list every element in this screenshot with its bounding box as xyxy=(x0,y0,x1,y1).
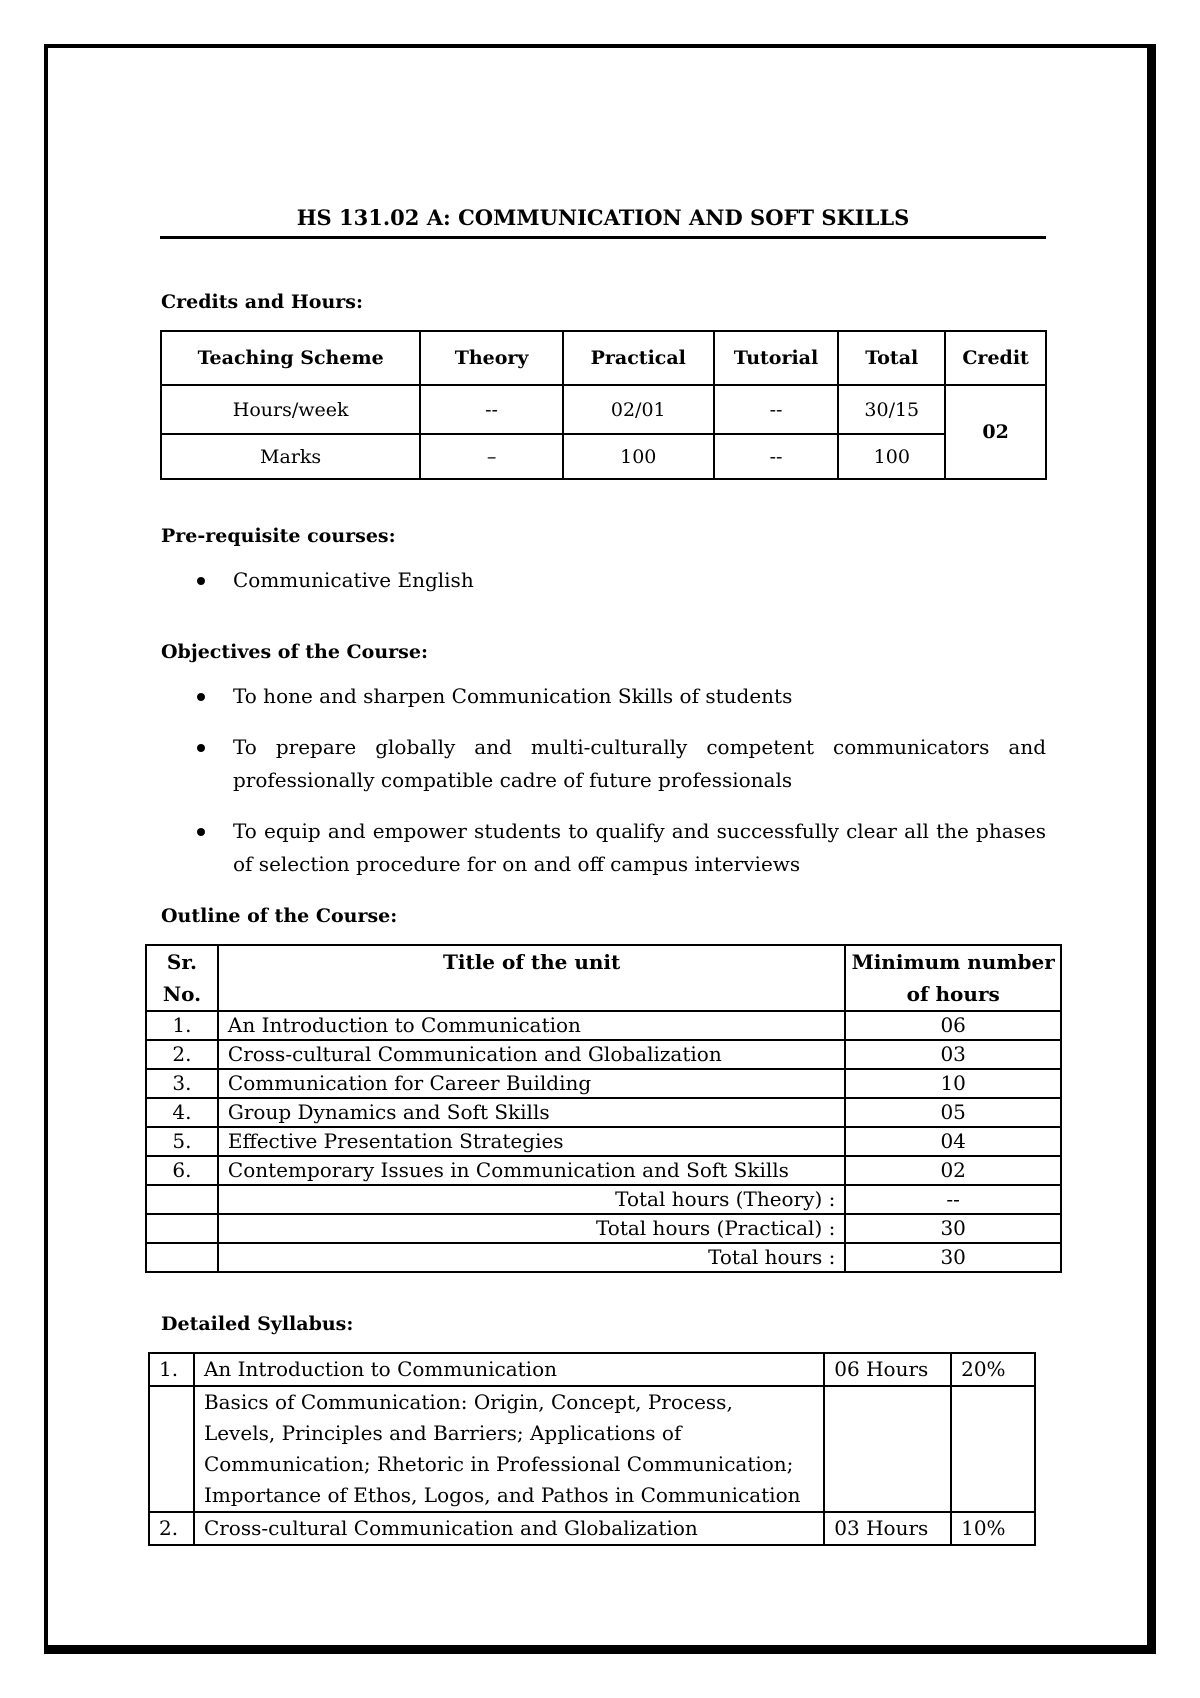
cell xyxy=(146,1214,218,1243)
table-row xyxy=(161,434,1046,479)
total-row xyxy=(146,1214,1061,1243)
credits-table xyxy=(160,330,1047,480)
outline-table xyxy=(145,944,1062,1273)
syllabus-table xyxy=(148,1352,1036,1546)
header-tutorial: Tutorial xyxy=(714,331,839,385)
syllabus-content-row xyxy=(149,1386,1035,1512)
total-value: -- xyxy=(845,1185,1061,1214)
cell: Communication for Career Building xyxy=(218,1069,845,1098)
cell: Group Dynamics and Soft Skills xyxy=(218,1098,845,1127)
cell: Contemporary Issues in Communication and Soft Skills xyxy=(218,1156,845,1185)
cell: 3. xyxy=(146,1069,218,1098)
header-theory: Theory xyxy=(420,331,563,385)
prereq-heading: Pre-requisite courses: xyxy=(161,525,396,547)
cell: -- xyxy=(714,385,839,434)
cell: 03 xyxy=(845,1040,1061,1069)
cell: Marks xyxy=(161,434,420,479)
unit-title: Cross-cultural Communication and Globalization xyxy=(194,1512,824,1545)
cell: -- xyxy=(714,434,839,479)
list-item: Communicative English xyxy=(161,564,1046,597)
unit-number: 2. xyxy=(149,1512,194,1545)
table-row xyxy=(146,1098,1061,1127)
total-row xyxy=(146,1185,1061,1214)
cell: 5. xyxy=(146,1127,218,1156)
list-item: To equip and empower students to qualify and successfully clear all the phases of selection procedure for on and off campus interviews xyxy=(161,815,1046,881)
header-teaching-scheme: Teaching Scheme xyxy=(161,331,420,385)
cell: -- xyxy=(420,385,563,434)
cell: Cross-cultural Communication and Globalization xyxy=(218,1040,845,1069)
table-row xyxy=(161,385,1046,434)
table-row xyxy=(146,1069,1061,1098)
total-label: Total hours (Theory) : xyxy=(218,1185,845,1214)
cell: 06 xyxy=(845,1011,1061,1040)
cell: 100 xyxy=(563,434,714,479)
unit-number: 1. xyxy=(149,1353,194,1386)
total-value: 30 xyxy=(845,1214,1061,1243)
cell xyxy=(824,1386,951,1512)
unit-percent: 10% xyxy=(951,1512,1035,1545)
cell: 2. xyxy=(146,1040,218,1069)
total-row xyxy=(146,1243,1061,1272)
cell: 1. xyxy=(146,1011,218,1040)
header-min-hours: Minimum number of hours xyxy=(845,945,1061,1011)
title-underline xyxy=(160,236,1046,239)
cell: 4. xyxy=(146,1098,218,1127)
outline-header-row xyxy=(146,945,1061,1011)
cell xyxy=(951,1386,1035,1512)
header-unit-title: Title of the unit xyxy=(218,945,845,1011)
total-label: Total hours : xyxy=(218,1243,845,1272)
unit-title: An Introduction to Communication xyxy=(194,1353,824,1386)
total-label: Total hours (Practical) : xyxy=(218,1214,845,1243)
cell xyxy=(149,1386,194,1512)
header-sr-no: Sr. No. xyxy=(146,945,218,1011)
table-row xyxy=(146,1040,1061,1069)
cell: 04 xyxy=(845,1127,1061,1156)
unit-hours: 06 Hours xyxy=(824,1353,951,1386)
header-practical: Practical xyxy=(563,331,714,385)
credits-heading: Credits and Hours: xyxy=(161,291,363,313)
cell: – xyxy=(420,434,563,479)
syllabus-unit-row xyxy=(149,1353,1035,1386)
unit-percent: 20% xyxy=(951,1353,1035,1386)
syllabus-heading: Detailed Syllabus: xyxy=(161,1313,354,1335)
objectives-heading: Objectives of the Course: xyxy=(161,641,428,663)
course-title: HS 131.02 A: COMMUNICATION AND SOFT SKILLS xyxy=(296,205,910,230)
cell: An Introduction to Communication xyxy=(218,1011,845,1040)
cell: Hours/week xyxy=(161,385,420,434)
total-value: 30 xyxy=(845,1243,1061,1272)
cell: 05 xyxy=(845,1098,1061,1127)
list-item: To prepare globally and multi-culturally competent communicators and professionally compatible cadre of future professionals xyxy=(161,731,1046,797)
credits-header-row xyxy=(161,331,1046,385)
table-row xyxy=(146,1156,1061,1185)
objectives-list xyxy=(161,680,1046,899)
cell xyxy=(146,1243,218,1272)
unit-hours: 03 Hours xyxy=(824,1512,951,1545)
cell: 02/01 xyxy=(563,385,714,434)
cell: 10 xyxy=(845,1069,1061,1098)
syllabus-unit-row xyxy=(149,1512,1035,1545)
header-credit: Credit xyxy=(945,331,1046,385)
cell: Effective Presentation Strategies xyxy=(218,1127,845,1156)
outline-heading: Outline of the Course: xyxy=(161,905,398,927)
cell: 6. xyxy=(146,1156,218,1185)
table-row xyxy=(146,1011,1061,1040)
list-item: To hone and sharpen Communication Skills of students xyxy=(161,680,1046,713)
cell: 02 xyxy=(845,1156,1061,1185)
cell: 30/15 xyxy=(838,385,945,434)
cell xyxy=(146,1185,218,1214)
cell: 100 xyxy=(838,434,945,479)
unit-content: Basics of Communication: Origin, Concept, Process, Levels, Principles and Barriers; Applications of Communication; Rhetoric in Professional Communication; Importance of Ethos, Logos, and Pathos in Communication xyxy=(194,1386,824,1512)
credit-value: 02 xyxy=(945,385,1046,479)
prereq-list xyxy=(161,564,1046,615)
table-row xyxy=(146,1127,1061,1156)
header-total: Total xyxy=(838,331,945,385)
